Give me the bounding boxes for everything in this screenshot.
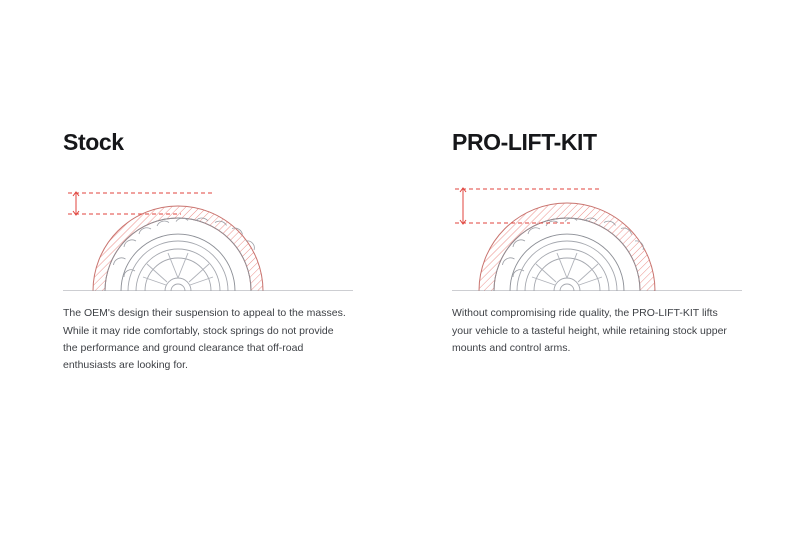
figure-pro-lift-kit <box>452 181 742 291</box>
wheel-spokes-lifted <box>526 253 608 291</box>
panel-title-pro-lift-kit: PRO-LIFT-KIT <box>452 129 597 155</box>
wheel-rings-stock <box>128 241 228 291</box>
panel-title-stock: Stock <box>63 129 124 155</box>
panel-body-pro-lift-kit: Without compromising ride quality, the PRO-LIFT-KIT lifts your vehicle to a tasteful height, while retaining stock upper mounts and control arms. <box>452 307 727 354</box>
wheel-rings-lifted <box>517 241 617 291</box>
figure-stock <box>63 181 353 291</box>
panel-stock <box>63 130 363 375</box>
wheel-spokes-stock <box>137 253 219 291</box>
panel-pro-lift-kit <box>452 130 752 357</box>
panel-body-stock: The OEM's design their suspension to appeal to the masses. While it may ride comfortably, stock springs do not provide the performance and ground clearance that off-road enthusiasts are looking for. <box>63 307 346 372</box>
